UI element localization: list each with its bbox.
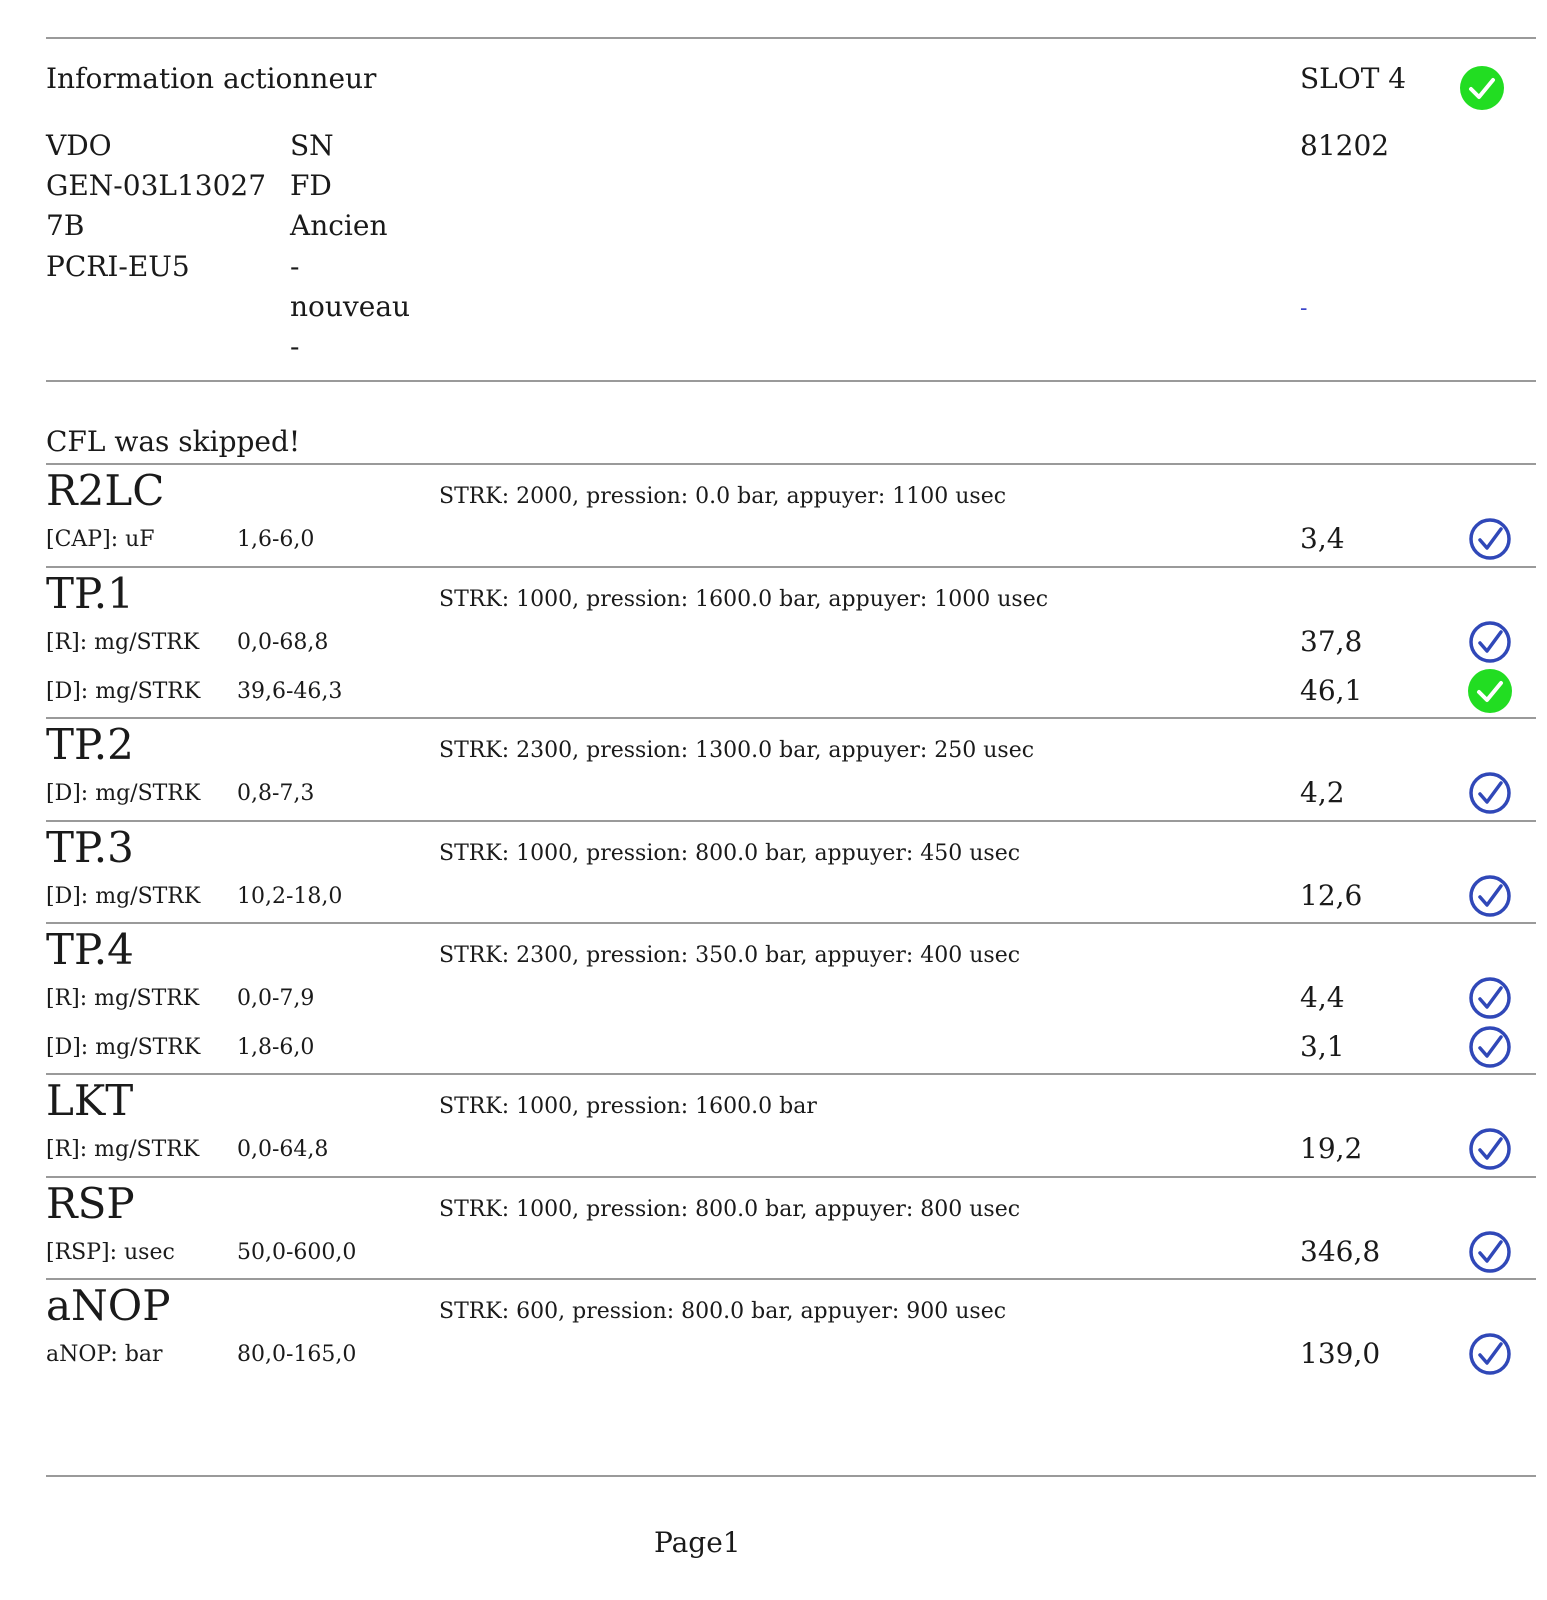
info-code: 7B [46,209,85,242]
test-row-range: 1,8-6,0 [237,1035,315,1060]
test-params: STRK: 2300, pression: 1300.0 bar, appuyer: 250 usec [439,738,1035,763]
blue-check-icon [1468,1230,1512,1274]
test-divider [46,1278,1536,1280]
section-title: Information actionneur [46,62,377,95]
blue-check-icon [1468,1332,1512,1376]
green-check-icon [1460,66,1504,110]
test-row-value: 46,1 [1300,674,1363,707]
info-new-dash: - [290,330,300,363]
test-row-range: 0,0-64,8 [237,1137,329,1162]
test-name: TP.2 [46,720,134,769]
test-row-label: [CAP]: uF [46,527,155,552]
info-old-value: - [290,250,300,283]
test-row-label: [D]: mg/STRK [46,781,201,806]
info-new-value: - [1300,296,1308,321]
test-divider [46,820,1536,822]
test-row-range: 80,0-165,0 [237,1342,357,1367]
blue-check-icon [1468,771,1512,815]
test-row-value: 139,0 [1300,1337,1381,1370]
green-check-icon [1468,669,1512,713]
test-name: TP.3 [46,823,134,872]
test-row-label: [D]: mg/STRK [46,679,201,704]
test-params: STRK: 2300, pression: 350.0 bar, appuyer: 400 usec [439,943,1021,968]
blue-check-icon [1468,1025,1512,1069]
test-divider [46,717,1536,719]
info-new-label: nouveau [290,290,411,323]
test-row-range: 10,2-18,0 [237,884,343,909]
test-divider [46,1176,1536,1178]
test-params: STRK: 1000, pression: 800.0 bar, appuyer: 450 usec [439,841,1021,866]
info-fd-label: FD [290,169,332,202]
test-row-value: 12,6 [1300,879,1363,912]
blue-check-icon [1468,1127,1512,1171]
test-row-label: [RSP]: usec [46,1240,175,1265]
blue-check-icon [1468,517,1512,561]
test-name: TP.4 [46,925,134,974]
top-rule [46,37,1536,39]
info-sn-label: SN [290,129,334,162]
test-row-value: 346,8 [1300,1235,1381,1268]
test-row-value: 19,2 [1300,1132,1363,1165]
slot-label: SLOT 4 [1300,62,1407,95]
test-row-range: 0,0-68,8 [237,630,329,655]
test-row-value: 3,1 [1300,1030,1345,1063]
test-row-value: 3,4 [1300,522,1345,555]
test-row-label: [D]: mg/STRK [46,1035,201,1060]
test-row-label: [D]: mg/STRK [46,884,201,909]
test-row-label: [R]: mg/STRK [46,986,200,1011]
test-row-label: aNOP: bar [46,1342,163,1367]
test-row-range: 1,6-6,0 [237,527,315,552]
test-params: STRK: 1000, pression: 1600.0 bar, appuyer: 1000 usec [439,587,1049,612]
blue-check-icon [1468,620,1512,664]
test-divider [46,1073,1536,1075]
test-row-range: 50,0-600,0 [237,1240,357,1265]
test-row-value: 37,8 [1300,625,1363,658]
info-type: PCRI-EU5 [46,250,190,283]
test-name: RSP [46,1179,135,1228]
info-old-label: Ancien [290,209,388,242]
cfl-notice: CFL was skipped! [46,425,301,458]
test-row-value: 4,4 [1300,981,1345,1014]
test-row-label: [R]: mg/STRK [46,1137,200,1162]
test-params: STRK: 1000, pression: 1600.0 bar [439,1094,817,1119]
page-number: Page1 [654,1526,741,1559]
test-divider [46,566,1536,568]
tests-top-rule [46,463,1536,465]
info-sn-value: 81202 [1300,129,1390,162]
test-name: LKT [46,1076,134,1125]
test-row-label: [R]: mg/STRK [46,630,200,655]
test-name: TP.1 [46,569,134,618]
test-divider [46,922,1536,924]
test-params: STRK: 1000, pression: 800.0 bar, appuyer: 800 usec [439,1197,1021,1222]
test-params: STRK: 600, pression: 800.0 bar, appuyer: 900 usec [439,1299,1007,1324]
blue-check-icon [1468,874,1512,918]
test-row-range: 39,6-46,3 [237,679,343,704]
info-manufacturer: VDO [46,129,112,162]
test-name: aNOP [46,1281,171,1330]
test-params: STRK: 2000, pression: 0.0 bar, appuyer: 1100 usec [439,484,1007,509]
info-bottom-rule [46,380,1536,382]
info-part-number: GEN-03L13027 [46,169,267,202]
test-row-range: 0,0-7,9 [237,986,315,1011]
test-row-range: 0,8-7,3 [237,781,315,806]
test-name: R2LC [46,466,165,515]
test-row-value: 4,2 [1300,776,1345,809]
footer-rule [46,1475,1536,1477]
blue-check-icon [1468,976,1512,1020]
